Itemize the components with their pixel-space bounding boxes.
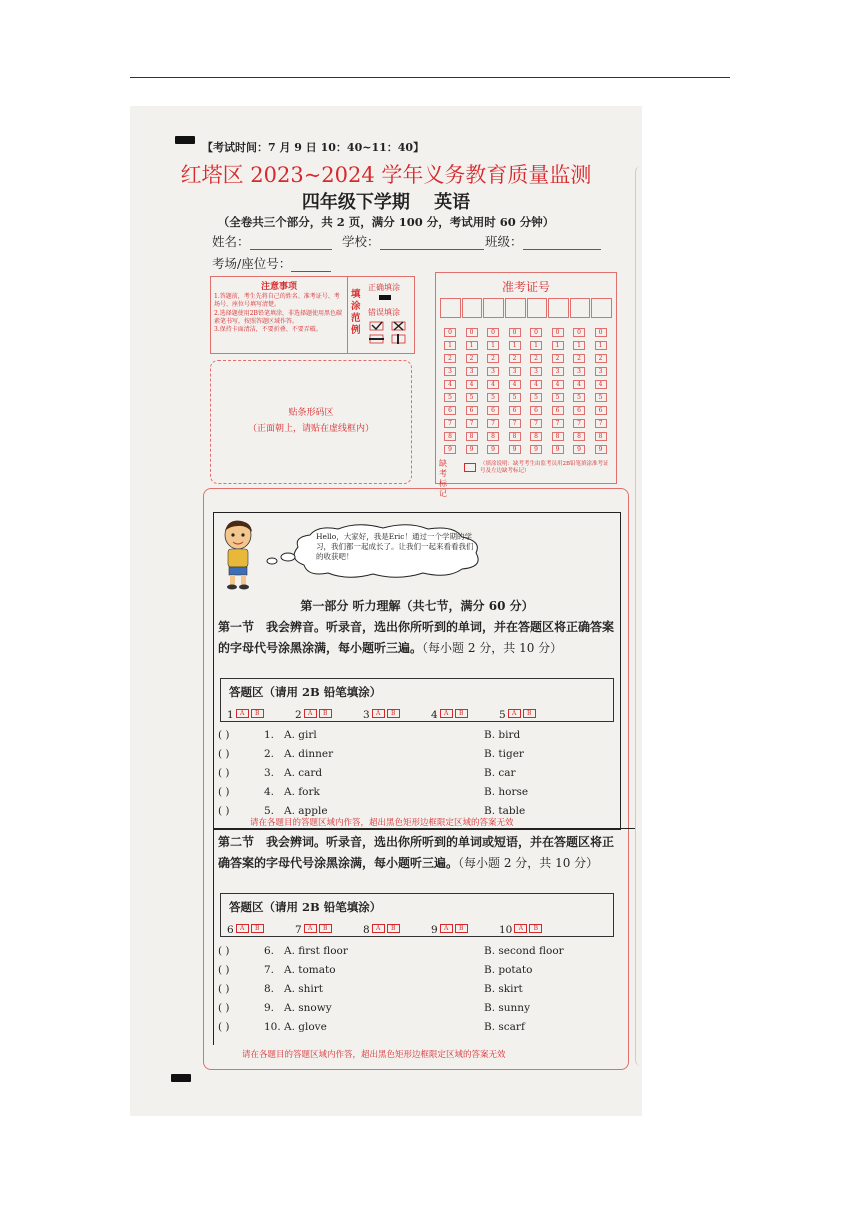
admission-digit-bubble[interactable]: 0 [530,328,542,337]
admission-digit-bubble[interactable]: 4 [595,380,607,389]
admission-digit-bubble[interactable]: 8 [573,432,585,441]
admission-digit-bubble[interactable]: 0 [552,328,564,337]
answer-number: 5 [499,709,506,721]
fill-example-box [347,276,415,354]
option-b-text: B. table [484,805,526,817]
answer-sheet-photo [130,106,642,1116]
option-b-text: B. tiger [484,748,524,760]
wrong-fill-icons [368,321,412,347]
option-b-text: B. second floor [484,945,564,957]
question-number: 2. [264,748,275,760]
admission-digit-bubble[interactable]: 1 [509,341,521,350]
question-number: 6. [264,945,275,957]
correct-fill-label: 正确填涂 [368,283,400,292]
question-number: 5. [264,805,275,817]
question-number: 1. [264,729,275,741]
option-a-text: A. shirt [284,983,324,995]
admission-digit-bubble[interactable]: 8 [444,432,456,441]
admission-digit-bubble[interactable]: 4 [487,380,499,389]
school-field[interactable] [342,232,484,250]
absent-label: 缺考标记 [439,459,447,498]
answer-paren[interactable]: ( ) [218,945,230,957]
section1-score: （每小题 2 分，共 10 分） [422,641,563,655]
admission-digit-bubble[interactable]: 0 [509,328,521,337]
admission-digit-bubble[interactable]: 6 [552,406,564,415]
admission-digit-bubble[interactable]: 9 [444,445,456,454]
admission-digit-bubble[interactable]: 4 [466,380,478,389]
class-label: 班级： [485,234,523,249]
answer-paren[interactable]: ( ) [218,805,230,817]
option-a-text: A. apple [284,805,328,817]
answer-paren[interactable]: ( ) [218,1021,230,1033]
alignment-mark [171,1074,191,1082]
admission-digit-bubble[interactable]: 7 [509,419,521,428]
answer-item[interactable] [227,703,265,722]
option-bubble-b[interactable]: B [251,709,264,718]
option-bubble-a[interactable]: A [372,924,385,933]
admission-digit-bubble[interactable]: 1 [466,341,478,350]
option-b-text: B. potato [484,964,533,976]
answer-number: 2 [295,709,302,721]
admission-digit-bubble[interactable]: 6 [444,406,456,415]
admission-digit-bubble[interactable]: 8 [466,432,478,441]
section2-score: （每小题 2 分，共 10 分） [458,856,599,870]
admission-digit-bubble[interactable]: 5 [509,393,521,402]
admission-digit-bubble[interactable]: 6 [595,406,607,415]
admission-digit-bubble[interactable]: 3 [595,367,607,376]
admission-digit-bubble[interactable]: 9 [509,445,521,454]
option-b-text: B. sunny [484,1002,530,1014]
section2-frame [213,828,636,1045]
answer-area-1 [220,678,614,722]
absent-bubble[interactable] [464,463,476,472]
admission-digit-bubble[interactable]: 0 [487,328,499,337]
name-label: 姓名： [212,234,250,249]
notice-item: 1.答题前，考生先将自己的姓名、准考证号、考场号、座位号填写清楚。 [214,293,340,308]
admission-digit-bubble[interactable]: 5 [530,393,542,402]
admission-digit-bubble[interactable]: 4 [573,380,585,389]
admission-digit-bubble[interactable]: 9 [466,445,478,454]
admission-digit-bubble[interactable]: 2 [444,354,456,363]
admission-digit-bubble[interactable]: 9 [595,445,607,454]
answer-number: 7 [295,924,302,936]
admission-digit-bubble[interactable]: 5 [466,393,478,402]
option-a-text: A. snowy [284,1002,332,1014]
barcode-title: 贴条形码区 [288,408,334,418]
top-rule [130,77,730,78]
filled-bubble-icon [379,295,391,300]
option-a-text: A. dinner [284,748,334,760]
exam-note: （全卷共三个部分，共 2 页，满分 100 分，考试用时 60 分钟） [217,215,555,229]
admission-digit-bubble[interactable]: 7 [487,419,499,428]
option-b-text: B. bird [484,729,521,741]
answer-warning-1: 请在各题目的答题区域内作答，超出黑色矩形边框限定区域的答案无效 [250,818,514,828]
option-a-text: A. card [284,767,323,779]
option-bubble-a[interactable]: A [236,709,249,718]
admission-digit-bubble[interactable]: 3 [530,367,542,376]
admission-digit-bubble[interactable]: 9 [573,445,585,454]
answer-item[interactable] [431,918,469,937]
answer-paren[interactable]: ( ) [218,729,230,741]
admission-digit-bubble[interactable]: 9 [552,445,564,454]
admission-digit-bubble[interactable]: 7 [466,419,478,428]
admission-digit-bubble[interactable]: 2 [466,354,478,363]
admission-digit-bubble[interactable]: 3 [552,367,564,376]
admission-digit-bubble[interactable]: 7 [595,419,607,428]
answer-area-2-title: 答题区（请用 2B 铅笔填涂） [229,900,382,914]
option-bubble-a[interactable]: A [304,709,317,718]
answer-number: 1 [227,709,234,721]
option-bubble-b[interactable]: B [529,924,542,933]
admission-digit-bubble[interactable]: 6 [530,406,542,415]
option-b-text: B. skirt [484,983,523,995]
answer-number: 6 [227,924,234,936]
admission-digit-bubble[interactable]: 2 [487,354,499,363]
name-field[interactable] [212,232,332,250]
option-bubble-b[interactable]: B [319,924,332,933]
admission-digit-bubble[interactable]: 3 [573,367,585,376]
admission-title: 准考证号 [501,280,550,294]
question-number: 4. [264,786,275,798]
answer-item[interactable] [499,703,537,722]
notice-box [210,276,348,354]
option-bubble-a[interactable]: A [440,709,453,718]
admission-digit-bubble[interactable]: 4 [530,380,542,389]
fill-example-char: 范 [351,313,361,324]
notice-title: 注意事项 [260,282,297,292]
option-a-text: A. first floor [284,945,348,957]
speech-text: Hello，大家好，我是Eric！通过一个学期的学习，我们都一起成长了。让我们一起来看看我们的收获吧！ [316,532,474,561]
admission-digit-bubble[interactable]: 8 [487,432,499,441]
fill-example-char: 例 [351,325,361,336]
option-bubble-a[interactable]: A [440,924,453,933]
admission-digit-bubble[interactable]: 1 [487,341,499,350]
question-number: 7. [264,964,275,976]
admission-digit-bubble[interactable]: 0 [595,328,607,337]
answer-number: 10 [499,924,513,936]
option-b-text: B. scarf [484,1021,525,1033]
absent-note: （填涂说明：缺考考生由监考员用2B铅笔填涂准考证号及左边缺考标记） [480,461,609,474]
section2-instructions [218,832,618,874]
admission-digit-bubble[interactable]: 1 [573,341,585,350]
page-edge [635,166,642,1066]
answer-warning-2: 请在各题目的答题区域内作答，超出黑色矩形边框限定区域的答案无效 [242,1050,506,1060]
barcode-hint: （正面朝上，请贴在虚线框内） [247,424,374,434]
notice-item: 2.选择题使用2B铅笔填涂，非选择题使用黑色碳素笔书写，按照答题区域作答。 [214,310,342,325]
section1-instructions [218,617,616,659]
answer-area-1-title: 答题区（请用 2B 铅笔填涂） [229,685,382,699]
admission-digit-bubble[interactable]: 3 [509,367,521,376]
answer-item[interactable] [363,918,401,937]
seat-label: 考场/座位号： [212,256,292,271]
question-number: 9. [264,1002,275,1014]
answer-area-2 [220,893,614,937]
answer-number: 4 [431,709,438,721]
option-bubble-b[interactable]: B [387,924,400,933]
admission-digit-bubble[interactable]: 2 [530,354,542,363]
admission-write-cells[interactable] [440,298,612,318]
admission-digit-bubble[interactable]: 4 [444,380,456,389]
admission-bubble-grid[interactable] [440,328,612,458]
admission-digit-bubble[interactable]: 2 [573,354,585,363]
option-a-text: A. girl [284,729,317,741]
part1-title: 第一部分 听力理解（共七节，满分 60 分） [300,599,534,613]
admission-digit-bubble[interactable]: 7 [444,419,456,428]
admission-digit-bubble[interactable]: 1 [530,341,542,350]
admission-digit-bubble[interactable]: 8 [530,432,542,441]
admission-digit-bubble[interactable]: 1 [595,341,607,350]
seat-field[interactable] [212,254,331,272]
wrong-fill-label: 错误填涂 [368,308,400,317]
answer-number: 8 [363,924,370,936]
admission-digit-bubble[interactable]: 8 [595,432,607,441]
option-bubble-b[interactable]: B [455,709,468,718]
exam-title: 红塔区 2023~2024 学年义务教育质量监测 [180,163,592,187]
admission-digit-bubble[interactable]: 1 [444,341,456,350]
admission-digit-bubble[interactable]: 9 [530,445,542,454]
admission-digit-bubble[interactable]: 6 [466,406,478,415]
admission-digit-bubble[interactable]: 5 [573,393,585,402]
answer-paren[interactable]: ( ) [218,1002,230,1014]
admission-digit-bubble[interactable]: 0 [444,328,456,337]
option-bubble-a[interactable]: A [372,709,385,718]
admission-digit-bubble[interactable]: 2 [552,354,564,363]
admission-digit-bubble[interactable]: 5 [552,393,564,402]
answer-item[interactable] [431,703,469,722]
option-bubble-a[interactable]: A [514,924,527,933]
fill-example-char: 填 [351,289,361,300]
school-label: 学校： [342,234,380,249]
admission-digit-bubble[interactable]: 3 [487,367,499,376]
admission-digit-bubble[interactable]: 5 [487,393,499,402]
option-bubble-a[interactable]: A [508,709,521,718]
admission-digit-bubble[interactable]: 5 [595,393,607,402]
admission-digit-bubble[interactable]: 6 [509,406,521,415]
answer-item[interactable] [499,918,543,937]
admission-digit-bubble[interactable]: 4 [552,380,564,389]
answer-paren[interactable]: ( ) [218,786,230,798]
answer-paren[interactable]: ( ) [218,748,230,760]
admission-digit-bubble[interactable]: 6 [487,406,499,415]
answer-paren[interactable]: ( ) [218,767,230,779]
admission-digit-bubble[interactable]: 0 [466,328,478,337]
notice-item: 3.保持卡面清洁，不要折叠、不要弄破。 [214,326,322,333]
answer-item[interactable] [363,703,401,722]
alignment-mark [175,136,195,144]
option-bubble-b[interactable]: B [251,924,264,933]
answer-item[interactable] [295,703,333,722]
admission-digit-bubble[interactable]: 9 [487,445,499,454]
option-a-text: A. tomato [284,964,336,976]
answer-item[interactable] [295,918,333,937]
admission-digit-bubble[interactable]: 0 [573,328,585,337]
admission-digit-bubble[interactable]: 8 [552,432,564,441]
option-bubble-b[interactable]: B [523,709,536,718]
option-bubble-b[interactable]: B [319,709,332,718]
admission-digit-bubble[interactable]: 1 [552,341,564,350]
admission-digit-bubble[interactable]: 6 [573,406,585,415]
admission-digit-bubble[interactable]: 2 [595,354,607,363]
admission-digit-bubble[interactable]: 8 [509,432,521,441]
section1-text: 第一节 我会辨音。听录音，选出你所听到的单词，并在答题区将正确答案的字母代号涂黑涂满，每小题听三遍。 [218,620,615,655]
fill-example-char: 涂 [351,301,361,312]
question-number: 8. [264,983,275,995]
admission-digit-bubble[interactable]: 3 [444,367,456,376]
answer-number: 3 [363,709,370,721]
boy-illustration [216,517,264,591]
answer-item[interactable] [227,918,265,937]
admission-digit-bubble[interactable]: 7 [573,419,585,428]
exam-time: 【考试时间：7 月 9 日 10：40~11：40】 [202,141,425,154]
option-bubble-a[interactable]: A [304,924,317,933]
admission-digit-bubble[interactable]: 5 [444,393,456,402]
admission-digit-bubble[interactable]: 7 [530,419,542,428]
admission-digit-bubble[interactable]: 2 [509,354,521,363]
exam-subtitle: 四年级下学期 英语 [301,192,471,213]
option-bubble-b[interactable]: B [455,924,468,933]
answer-number: 9 [431,924,438,936]
option-a-text: A. fork [284,786,320,798]
question-number: 3. [264,767,275,779]
admission-digit-bubble[interactable]: 7 [552,419,564,428]
admission-digit-bubble[interactable]: 3 [466,367,478,376]
class-field[interactable] [485,232,601,250]
option-a-text: A. glove [284,1021,327,1033]
option-bubble-b[interactable]: B [387,709,400,718]
answer-paren[interactable]: ( ) [218,983,230,995]
admission-number-box [435,272,617,498]
barcode-area [210,360,412,484]
section1-frame [213,512,621,830]
section2-text: 第二节 我会辨词。听录音，选出你所听到的单词或短语，并在答题区将正确答案的字母代号涂黑涂满，每小题听三遍。 [218,835,615,870]
option-bubble-a[interactable]: A [236,924,249,933]
question-number: 10. [264,1021,281,1033]
option-b-text: B. car [484,767,516,779]
admission-digit-bubble[interactable]: 4 [509,380,521,389]
answer-paren[interactable]: ( ) [218,964,230,976]
option-b-text: B. horse [484,786,529,798]
